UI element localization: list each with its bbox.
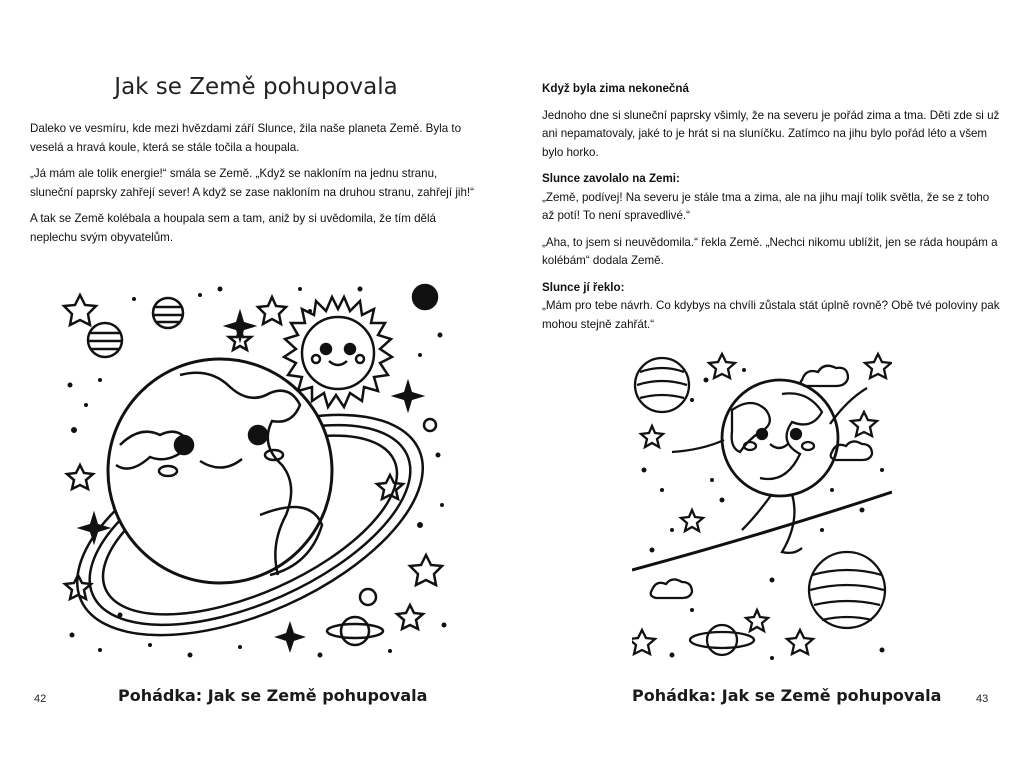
sun-said-label: Slunce jí řeklo: xyxy=(542,280,625,294)
sun-called-text: „Země, podívej! Na severu je stále tma a zima, ale na jihu mají tolik světla, že se z toho až potí! To není spravedlivé.“ xyxy=(542,190,990,222)
earth-reply: „Aha, to jsem si neuvědomila.“ řekla Země. „Nechci nikomu ublížit, jen se ráda houpám a kolébám“ dodala Země. xyxy=(542,235,998,267)
paragraph-2: „Já mám ale tolik energie!“ smála se Země. „Když se nakloním na jednu stranu, sluneční paprsky zahřejí sever! A když se zase nakloním na druhou stranu, zahřejí jih!“ xyxy=(30,167,475,199)
sun-called-label: Slunce zavolalo na Zemi: xyxy=(542,172,680,185)
right-page xyxy=(512,0,1024,768)
page-title: Jak se Země pohupovala xyxy=(114,74,398,100)
left-story-text xyxy=(30,120,480,255)
paragraph-3: A tak se Země kolébala a houpala sem a tam, aniž by si uvědomila, že tím dělá neplechu svým obyvatelům. xyxy=(30,212,436,244)
page-caption: Pohádka: Jak se Země pohupovala xyxy=(632,686,942,705)
page-number: 42 xyxy=(34,693,47,705)
section-heading: Když byla zima nekonečná xyxy=(542,82,689,95)
smiling-earth-and-sun-coloring-icon xyxy=(60,275,450,665)
earth-balancing-tightrope-coloring-icon xyxy=(632,340,892,665)
sun-said-text: „Mám pro tebe návrh. Co kdybys na chvíli zůstala stát úplně rovně? Obě tvé poloviny pak mohou stejně zahřát.“ xyxy=(542,299,1000,331)
page-number: 43 xyxy=(976,693,989,705)
page-caption: Pohádka: Jak se Země pohupovala xyxy=(118,686,428,705)
paragraph-1: Daleko ve vesmíru, kde mezi hvězdami září Slunce, žila naše planeta Země. Byla to veselá a hravá koule, která se stále točila a houpala. xyxy=(30,122,462,154)
right-story-text xyxy=(542,80,1002,342)
paragraph-1: Jednoho dne si sluneční paprsky všimly, že na severu je pořád zima a tma. Děti zde si už ani nepamatovaly, jaké to je hrát si na sluníčku. Zatímco na jihu bylo pořád léto a všem bylo horko. xyxy=(542,108,1000,159)
